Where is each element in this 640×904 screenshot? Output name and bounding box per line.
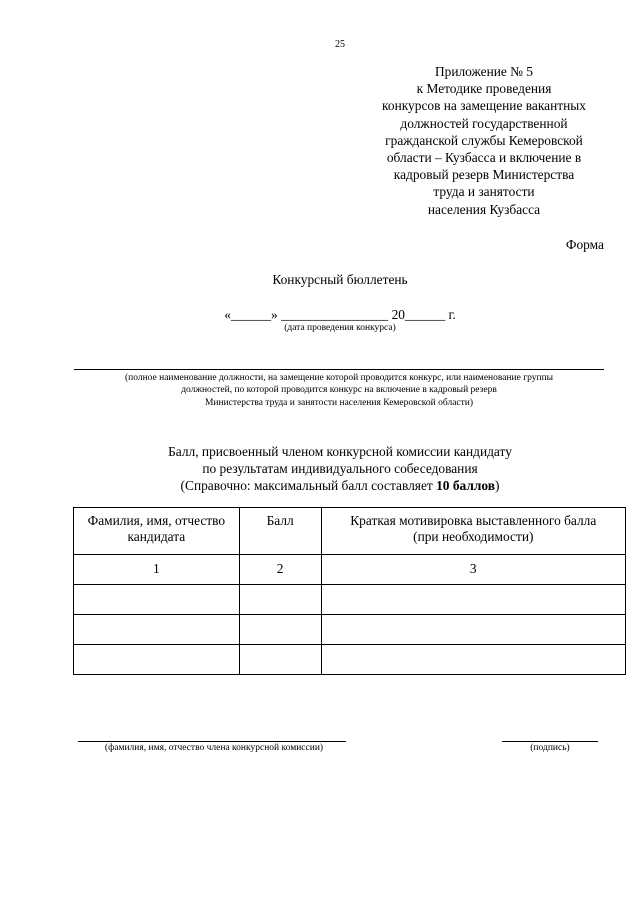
position-caption-line: (полное наименование должности, на замещение которой проводится конкурс, или наименование группы <box>124 373 554 383</box>
appendix-line: конкурсов на замещение вакантных <box>382 98 586 114</box>
appendix-line: к Методике проведения <box>416 81 552 97</box>
appendix-header <box>348 63 620 218</box>
page-number: 25 <box>335 39 345 50</box>
table-cell[interactable] <box>321 585 625 615</box>
table-cell[interactable] <box>74 645 240 675</box>
appendix-line: кадровый резерв Министерства <box>393 167 575 183</box>
appendix-line: населения Кузбасса <box>427 201 541 217</box>
signature-name-caption: (фамилия, имя, отчество члена конкурсной комиссии) <box>104 743 324 753</box>
appendix-line: труда и занятости <box>433 184 535 200</box>
position-caption-line: должностей, по которой проводится конкурс на включение в кадровый резерв <box>181 385 497 396</box>
table-row <box>74 615 626 645</box>
table-number-row <box>74 555 626 585</box>
table-cell[interactable] <box>321 615 625 645</box>
table-cell[interactable] <box>239 585 321 615</box>
table-header-row <box>74 508 626 555</box>
signature-caption: (подпись) <box>530 743 570 753</box>
appendix-line: должностей государственной <box>400 115 568 131</box>
table-cell[interactable] <box>239 615 321 645</box>
header-score: Балл <box>239 508 321 555</box>
form-label: Форма <box>565 237 604 252</box>
signature-name-line <box>78 741 346 742</box>
table-cell[interactable] <box>74 615 240 645</box>
header-candidate-name: Фамилия, имя, отчество кандидата <box>74 508 240 555</box>
heading-line: Балл, присвоенный членом конкурсной комиссии кандидату <box>168 444 512 459</box>
score-table <box>73 507 626 675</box>
position-underline <box>74 369 604 370</box>
date-caption: (дата проведения конкурса) <box>284 323 396 333</box>
heading-line: по результатам индивидуального собеседования <box>202 460 478 476</box>
signature-line <box>502 741 598 742</box>
score-heading <box>0 444 640 494</box>
document-title: Конкурсный бюллетень <box>272 272 408 287</box>
position-caption-line: Министерства труда и занятости населения Кемеровской области) <box>204 397 474 408</box>
column-number: 3 <box>321 555 625 585</box>
date-line: «______» ________________ 20______ г. <box>224 307 456 322</box>
appendix-line: гражданской службы Кемеровской <box>385 132 583 148</box>
table-cell[interactable] <box>239 645 321 675</box>
table-row <box>74 645 626 675</box>
table-row <box>74 585 626 615</box>
table-cell[interactable] <box>74 585 240 615</box>
appendix-line: области – Кузбасса и включение в <box>386 150 582 166</box>
column-number: 1 <box>74 555 240 585</box>
reference-note: (Справочно: максимальный балл составляет 10 баллов) <box>180 477 500 493</box>
header-motivation: Краткая мотивировка выставленного балла (при необходимости) <box>321 508 625 555</box>
position-caption <box>74 372 604 409</box>
column-number: 2 <box>239 555 321 585</box>
table-cell[interactable] <box>321 645 625 675</box>
appendix-line: Приложение № 5 <box>434 64 534 79</box>
